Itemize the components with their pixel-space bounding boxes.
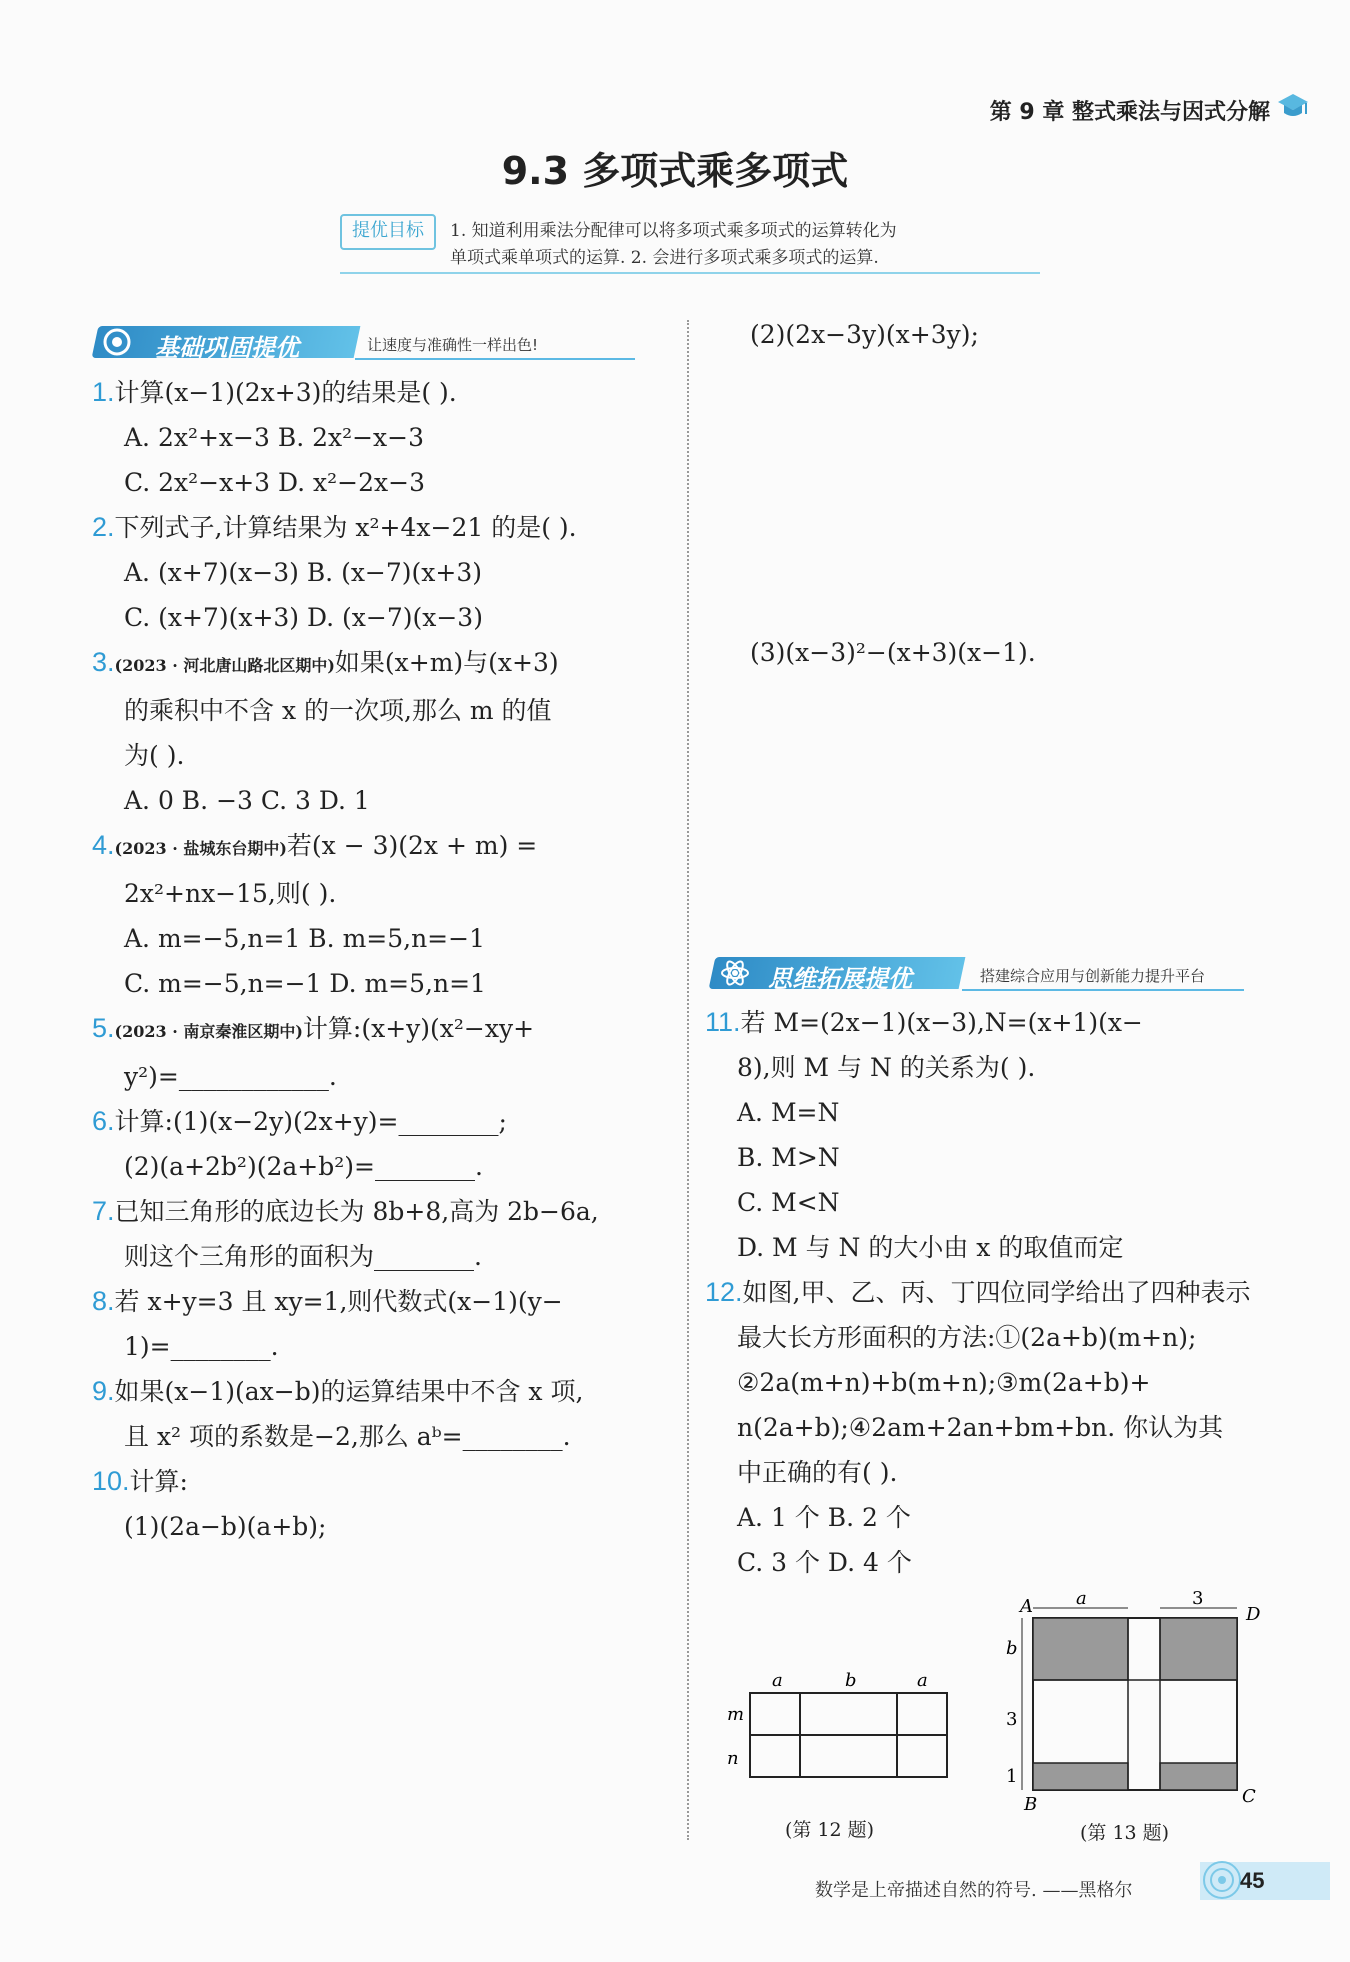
left-column [92, 370, 677, 1549]
section-banner-basic [95, 322, 645, 360]
question-text: y²)=____________. [124, 1062, 337, 1091]
question-text: ②2a(m+n)+b(m+n);③m(2a+b)+ [737, 1368, 1151, 1397]
question-text: 如果(x−1)(ax−b)的运算结果中不含 x 项, [114, 1377, 584, 1406]
question-text: 则这个三角形的面积为________. [124, 1242, 482, 1271]
fig13-label-1: 1 [1006, 1766, 1018, 1787]
right-line [705, 1450, 1305, 1495]
question-text: 中正确的有( ). [737, 1458, 898, 1487]
question-text: 的乘积中不含 x 的一次项,那么 m 的值 [124, 696, 552, 725]
question-text: A. 0 B. −3 C. 3 D. 1 [124, 786, 370, 815]
column-divider [687, 320, 689, 1840]
fig13-corner-b: B [1024, 1794, 1038, 1815]
question-text: 且 x² 项的系数是−2,那么 aᵇ=________. [124, 1422, 571, 1451]
target-icon [101, 326, 135, 358]
question-text: 最大长方形面积的方法:①(2a+b)(m+n); [737, 1323, 1197, 1352]
question-text: 为( ). [124, 741, 185, 770]
goal-label: 提优目标 [340, 214, 436, 250]
figure-13 [1000, 1590, 1275, 1815]
right-line [705, 1360, 1305, 1405]
question-text: C. 3 个 D. 4 个 [737, 1548, 912, 1577]
right-line [705, 1180, 1305, 1225]
left-line [92, 1504, 677, 1549]
right-line [705, 1540, 1305, 1585]
fig13-corner-c: C [1242, 1786, 1256, 1807]
question-text: 已知三角形的底边长为 8b+8,高为 2b−6a, [114, 1197, 599, 1226]
question-text: D. M 与 N 的大小由 x 的取值而定 [737, 1233, 1124, 1262]
question-text: n(2a+b);④2am+2an+bm+bn. 你认为其 [737, 1413, 1224, 1442]
question-text: 1)=________. [124, 1332, 279, 1361]
fig12-label-b: b [845, 1670, 857, 1691]
left-line [92, 595, 677, 640]
goal-underline [340, 272, 1040, 274]
left-line [92, 688, 677, 733]
fig12-label-a1: a [772, 1670, 783, 1691]
fig13-label-a: a [1076, 1590, 1087, 1609]
question-text: 2x²+nx−15,则( ). [124, 879, 337, 908]
fig12-label-n: n [727, 1748, 739, 1769]
question-number: 7. [92, 1196, 115, 1226]
left-line [92, 640, 677, 688]
fig12-label-m: m [727, 1704, 745, 1725]
question-number: 6. [92, 1106, 115, 1136]
question-text: A. m=−5,n=1 B. m=5,n=−1 [124, 924, 485, 953]
left-line [92, 1234, 677, 1279]
left-line [92, 415, 677, 460]
question-text: A. (x+7)(x−3) B. (x−7)(x+3) [124, 558, 482, 587]
fig13-label-3-top: 3 [1192, 1590, 1204, 1609]
question-text: 下列式子,计算结果为 x²+4x−21 的是( ). [114, 513, 577, 542]
question-number: 10. [92, 1466, 130, 1496]
question-number: 5. [92, 1013, 115, 1043]
goal-line-1: 1. 知道利用乘法分配律可以将多项式乘多项式的运算转化为 [450, 221, 897, 241]
question-text: B. M>N [737, 1143, 840, 1172]
atom-icon [718, 957, 752, 989]
section-banner-extend [712, 953, 1257, 991]
question-10-part-2: (2)(2x−3y)(x+3y); [750, 320, 979, 349]
spiral-icon [1200, 1858, 1244, 1902]
figure-12 [715, 1640, 965, 1815]
question-number: 12. [705, 1277, 743, 1307]
left-line [92, 916, 677, 961]
section-subtitle: 让速度与准确性一样出色! [367, 336, 539, 354]
fig13-corner-a: A [1020, 1596, 1033, 1617]
question-text: C. M<N [737, 1188, 840, 1217]
left-line [92, 733, 677, 778]
question-number: 1. [92, 377, 115, 407]
right-line [705, 1315, 1305, 1360]
section-subtitle: 搭建综合应用与创新能力提升平台 [980, 967, 1206, 985]
question-number: 4. [92, 830, 115, 860]
fig13-corner-d: D [1246, 1604, 1261, 1625]
graduation-cap-icon [1276, 90, 1310, 122]
left-line [92, 505, 677, 550]
page-number: 45 [1240, 1868, 1265, 1893]
question-number: 9. [92, 1376, 115, 1406]
right-line [705, 1000, 1305, 1045]
left-line [92, 961, 677, 1006]
right-column [705, 1000, 1305, 1585]
fig13-label-b: b [1006, 1638, 1018, 1659]
footer-quote: 数学是上帝描述自然的符号. ——黑格尔 [815, 1880, 1133, 1901]
figure-13-caption: (第 13 题) [1080, 1822, 1170, 1844]
right-line [705, 1090, 1305, 1135]
question-text: C. 2x²−x+3 D. x²−2x−3 [124, 468, 425, 497]
question-text: 计算(x−1)(2x+3)的结果是( ). [114, 378, 457, 407]
fig13-label-3-side: 3 [1006, 1709, 1018, 1730]
left-line [92, 871, 677, 916]
left-line [92, 1006, 677, 1054]
question-source: (2023 · 盐城东台期中) [114, 839, 287, 858]
left-line [92, 1279, 677, 1324]
section-title: 基础巩固提优 [155, 334, 299, 362]
question-number: 3. [92, 647, 115, 677]
question-text: 计算: [129, 1467, 188, 1496]
question-text: 若(x − 3)(2x + m) = [286, 831, 538, 860]
question-text: 计算:(x+y)(x²−xy+ [302, 1014, 535, 1043]
right-line [705, 1135, 1305, 1180]
chapter-header: 第 9 章 整式乘法与因式分解 [989, 100, 1270, 125]
right-line [705, 1405, 1305, 1450]
question-text: A. M=N [737, 1098, 840, 1127]
section-underline [355, 358, 635, 360]
right-line [705, 1045, 1305, 1090]
question-text: (1)(2a−b)(a+b); [124, 1512, 327, 1541]
right-line [705, 1495, 1305, 1540]
left-line [92, 778, 677, 823]
question-text: 如果(x+m)与(x+3) [334, 648, 559, 677]
left-line [92, 1054, 677, 1099]
left-line [92, 1369, 677, 1414]
left-line [92, 550, 677, 595]
page-title: 9.3 多项式乘多项式 [501, 149, 849, 193]
question-10-part-3: (3)(x−3)²−(x+3)(x−1). [750, 638, 1036, 667]
question-number: 8. [92, 1286, 115, 1316]
fig12-label-a2: a [917, 1670, 928, 1691]
question-text: A. 1 个 B. 2 个 [737, 1503, 911, 1532]
left-line [92, 1459, 677, 1504]
question-text: 计算:(1)(x−2y)(2x+y)=________; [114, 1107, 507, 1136]
question-source: (2023 · 南京秦淮区期中) [114, 1022, 303, 1041]
question-source: (2023 · 河北唐山路北区期中) [114, 656, 335, 675]
left-line [92, 370, 677, 415]
left-line [92, 1099, 677, 1144]
section-title: 思维拓展提优 [768, 965, 912, 993]
left-line [92, 1189, 677, 1234]
question-text: 若 x+y=3 且 xy=1,则代数式(x−1)(y− [114, 1287, 563, 1316]
left-line [92, 1144, 677, 1189]
figure-12-caption: (第 12 题) [785, 1819, 875, 1841]
question-text: C. (x+7)(x+3) D. (x−7)(x−3) [124, 603, 483, 632]
question-text: 8),则 M 与 N 的关系为( ). [737, 1053, 1036, 1082]
question-number: 11. [705, 1007, 741, 1037]
question-text: 如图,甲、乙、丙、丁四位同学给出了四种表示 [742, 1278, 1251, 1307]
question-text: 若 M=(2x−1)(x−3),N=(x+1)(x− [740, 1008, 1143, 1037]
question-text: (2)(a+2b²)(2a+b²)=________. [124, 1152, 483, 1181]
left-line [92, 1324, 677, 1369]
question-text: C. m=−5,n=−1 D. m=5,n=1 [124, 969, 486, 998]
question-text: A. 2x²+x−3 B. 2x²−x−3 [124, 423, 425, 452]
left-line [92, 823, 677, 871]
left-line [92, 1414, 677, 1459]
left-line [92, 460, 677, 505]
goal-line-2: 单项式乘单项式的运算. 2. 会进行多项式乘多项式的运算. [450, 248, 879, 268]
goal-text [450, 218, 1010, 272]
section-underline [962, 989, 1244, 991]
right-line [705, 1225, 1305, 1270]
question-number: 2. [92, 512, 115, 542]
right-line [705, 1270, 1305, 1315]
